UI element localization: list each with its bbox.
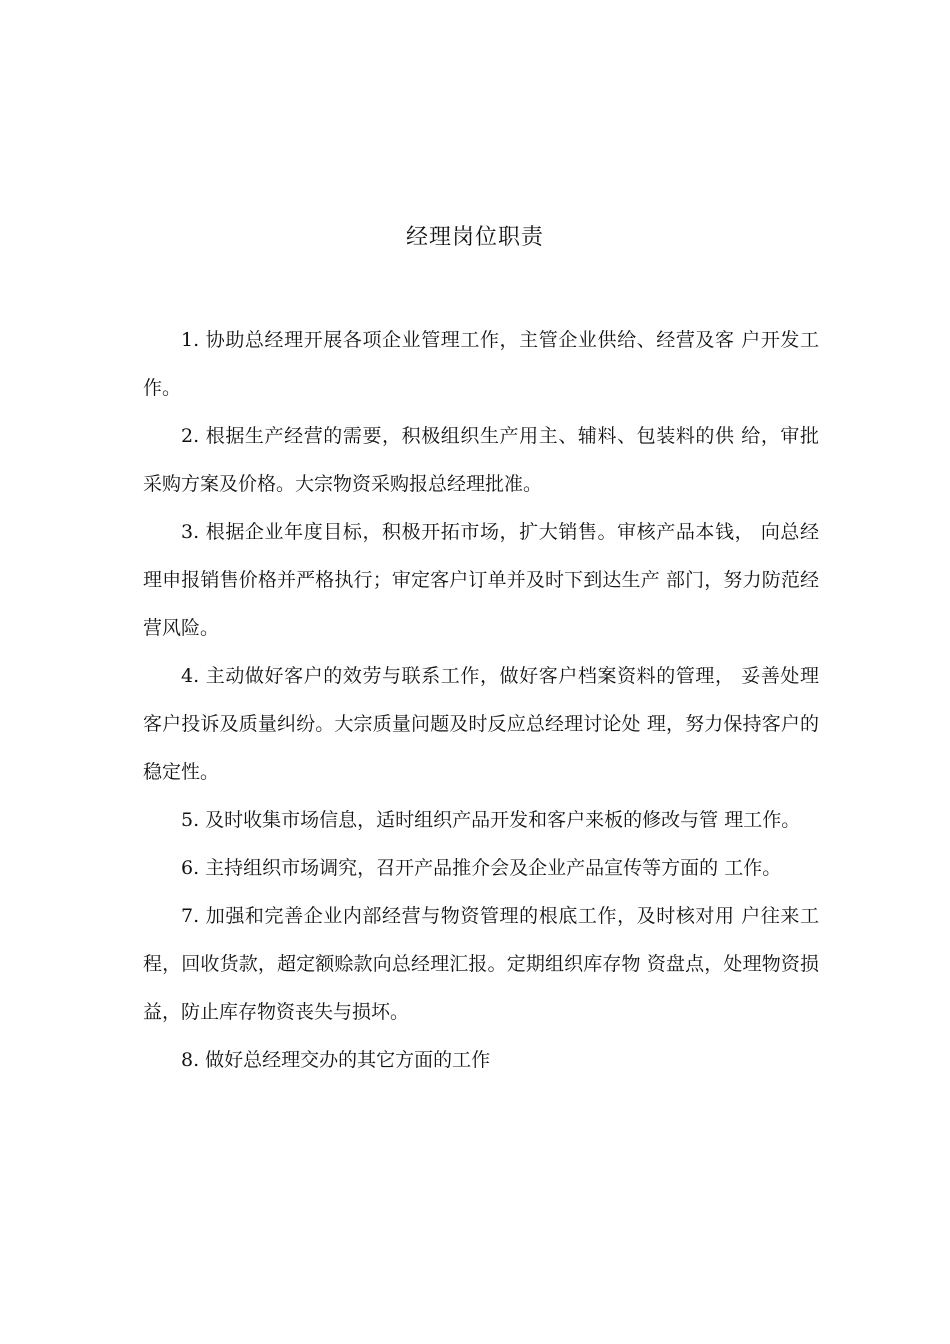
document-title: 经理岗位职责 bbox=[405, 225, 544, 250]
duty-item-5: 5. 及时收集市场信息，适时组织产品开发和客户来板的修改与管 理工作。 bbox=[181, 809, 801, 831]
duty-item-8: 8. 做好总经理交办的其它方面的工作 bbox=[181, 1049, 491, 1071]
duty-item-6: 6. 主持组织市场调究，召开产品推介会及企业产品宣传等方面的 工作。 bbox=[181, 857, 782, 879]
duty-item-2: 2. 根据生产经营的需要，积极组织生产用主、辅料、包装料的供 给，审批采购方案及价格。大宗物资采购报总经理批准。 bbox=[143, 425, 819, 495]
duty-item-4: 4. 主动做好客户的效劳与联系工作，做好客户档案资料的管理， 妥善处理客户投诉及质量纠纷。大宗质量问题及时反应总经理讨论处 理，努力保持客户的稳定性。 bbox=[143, 665, 819, 783]
duty-item-1: 1. 协助总经理开展各项企业管理工作，主管企业供给、经营及客 户开发工作。 bbox=[143, 329, 819, 399]
duty-list bbox=[143, 316, 819, 1084]
duty-item-3: 3. 根据企业年度目标，积极开拓市场，扩大销售。审核产品本钱， 向总经理申报销售价格并严格执行；审定客户订单并及时下到达生产 部门，努力防范经营风险。 bbox=[143, 521, 819, 639]
duty-item-7: 7. 加强和完善企业内部经营与物资管理的根底工作，及时核对用 户往来工程，回收货款，超定额赊款向总经理汇报。定期组织库存物 资盘点，处理物资损益，防止库存物资丧失与损坏。 bbox=[143, 905, 819, 1023]
